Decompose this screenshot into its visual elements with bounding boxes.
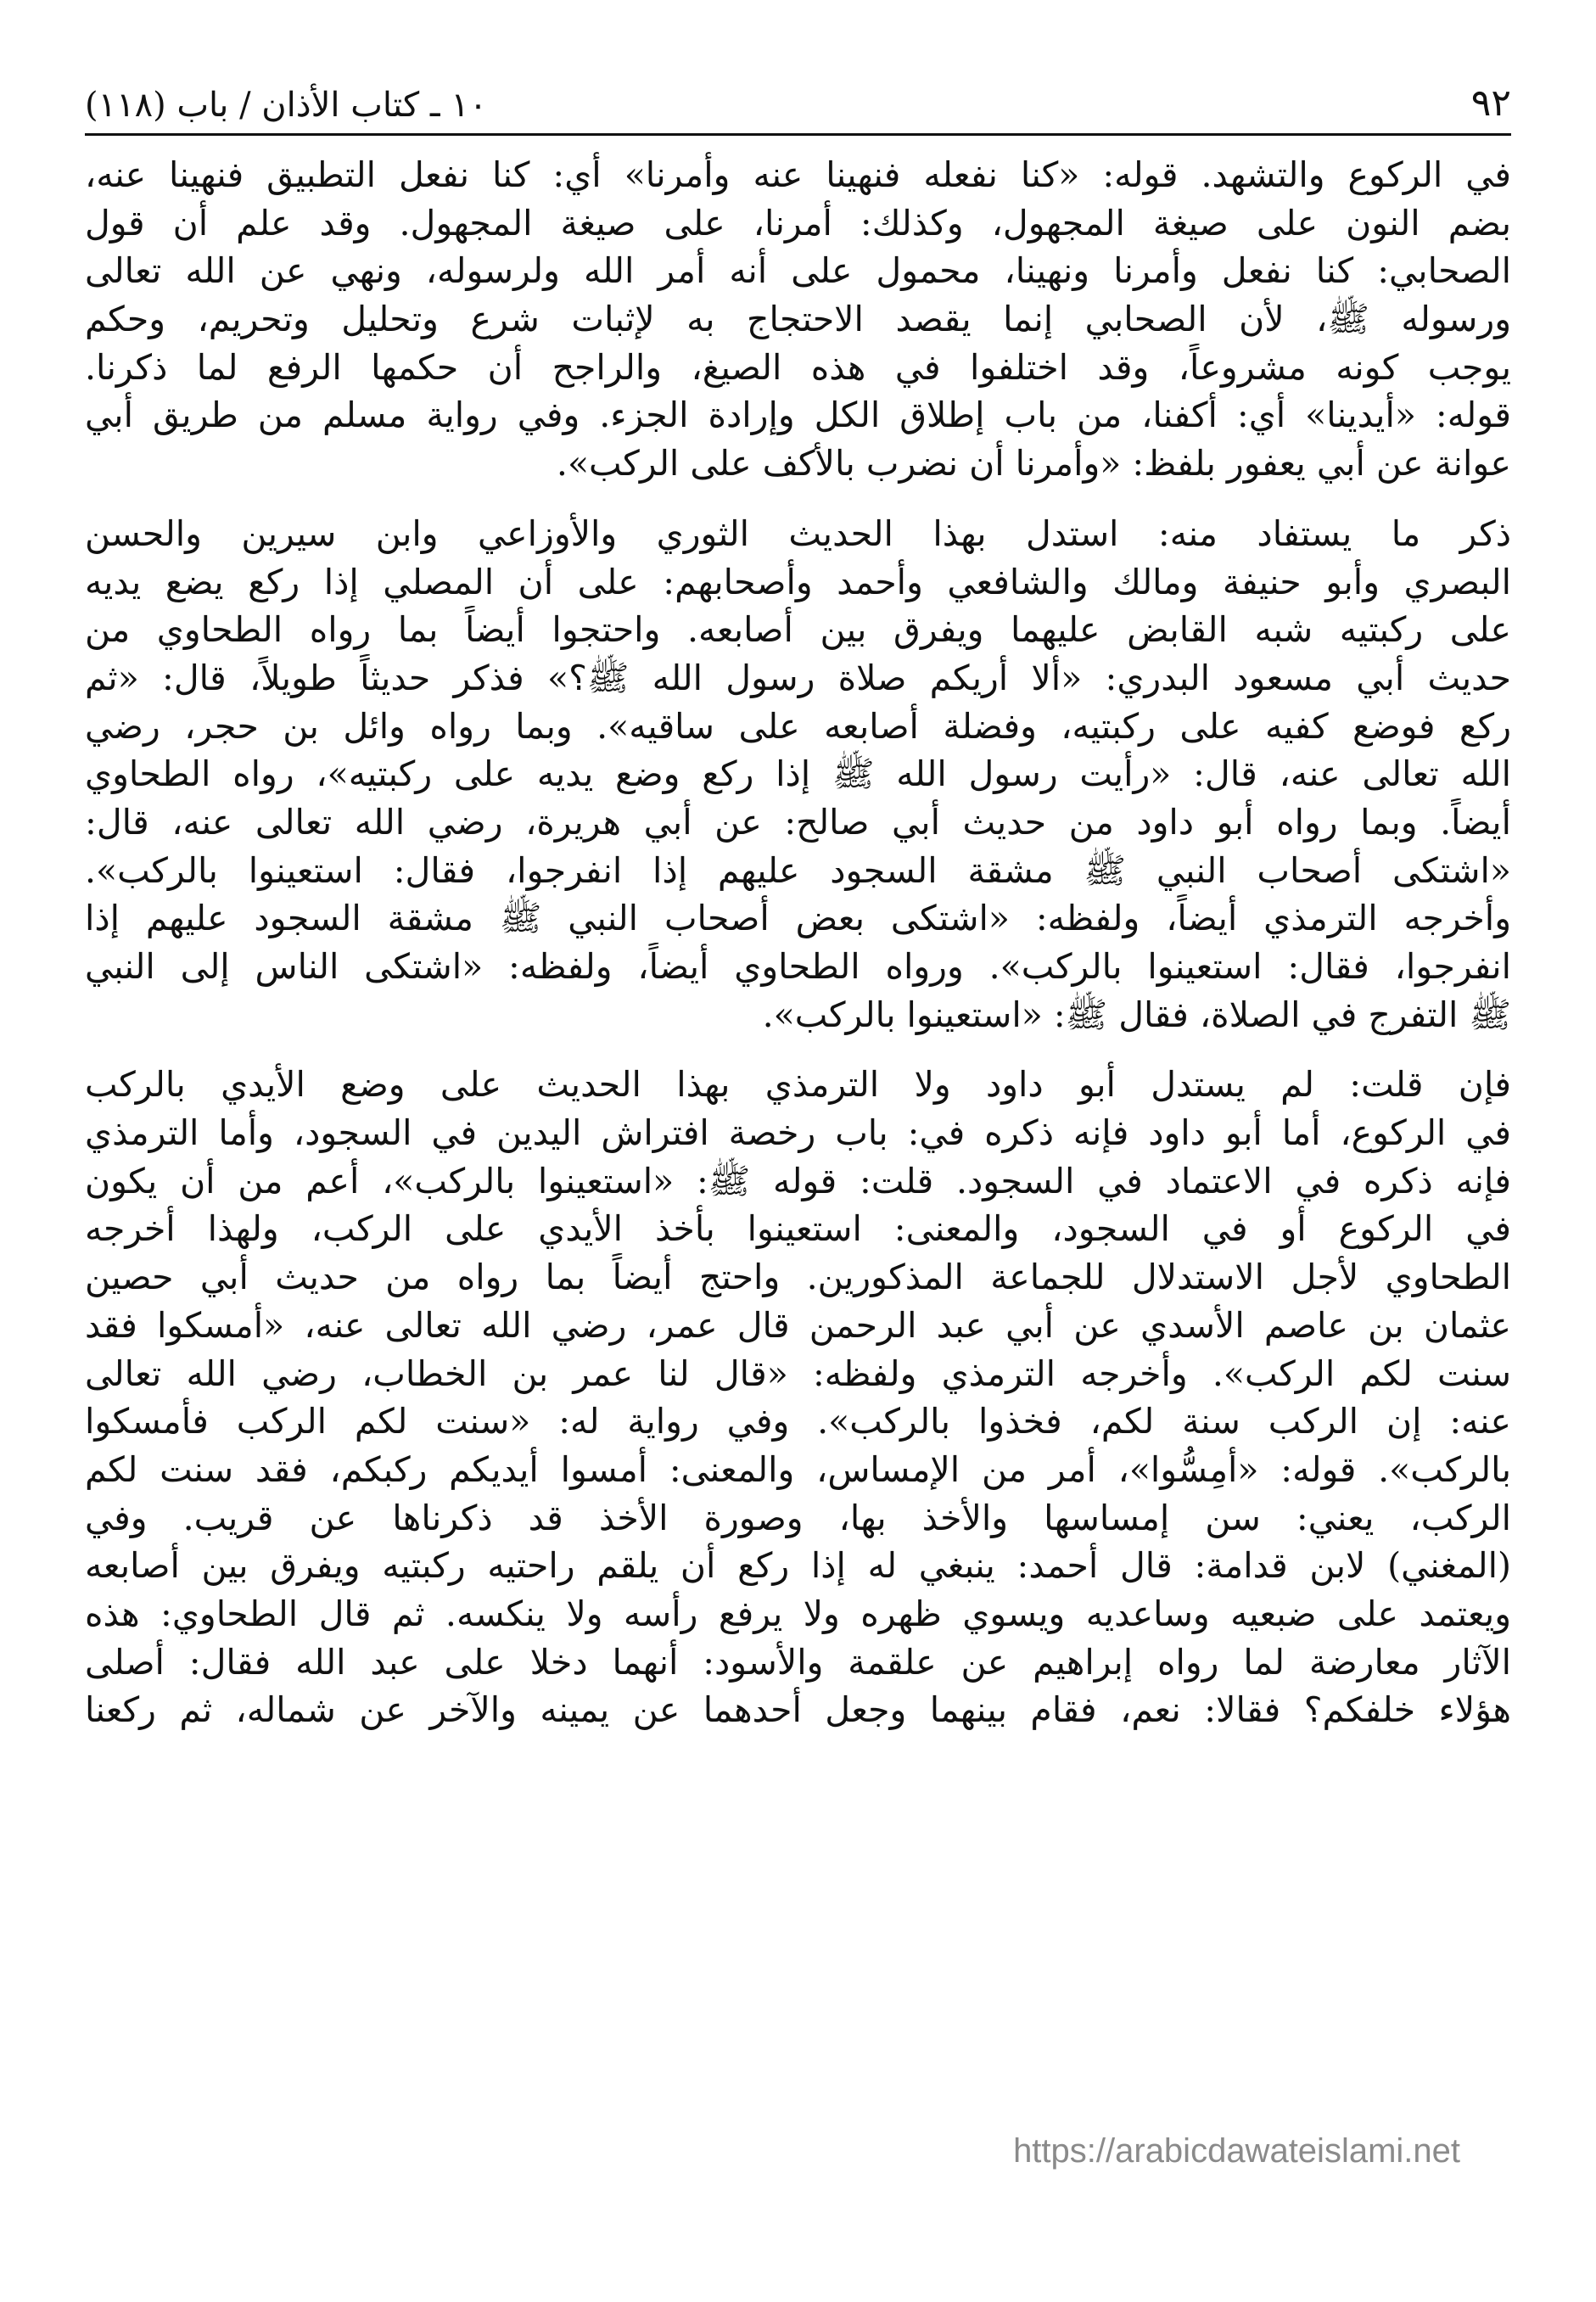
text-line: بضم النون على صيغة المجهول، وكذلك: أمرنا، على صيغة المجهول. وقد علم أن قول — [85, 202, 1511, 244]
paragraph-spacer — [85, 488, 1511, 510]
text-line: الصحابي: كنا نفعل وأمرنا ونهينا، محمول على أنه أمر الله ولرسوله، ونهي عن الله تعالى — [85, 250, 1511, 292]
text-line: ورسوله ﷺ، لأن الصحابي إنما يقصد الاحتجاج به لإثبات شرع وتحليل وتحريم، وحكم — [85, 299, 1511, 340]
text-line: الطحاوي لأجل الاستدلال للجماعة المذكورين. واحتج أيضاً بما رواه من حديث أبي حصين — [85, 1257, 1511, 1298]
text-line: على ركبتيه شبه القابض عليهما ويفرق بين أصابعه. واحتجوا أيضاً بما رواه الطحاوي من — [85, 609, 1511, 651]
text-line: حديث أبي مسعود البدري: «ألا أريكم صلاة رسول الله ﷺ؟» فذكر حديثاً طويلاً، قال: «ثم — [85, 657, 1511, 698]
text-line: سنت لكم الركب». وأخرجه الترمذي ولفظه: «قال لنا عمر بن الخطاب، رضي الله تعالى — [85, 1353, 1511, 1394]
text-line: الآثار معارضة لما رواه إبراهيم عن علقمة والأسود: أنهما دخلا على عبد الله فقال: أصلى — [85, 1641, 1511, 1683]
paragraph-2 — [85, 510, 1511, 1039]
text-line: ركع فوضع كفيه على ركبتيه، وفضلة أصابعه على ساقيه». وبما رواه وائل بن حجر، رضي — [85, 705, 1511, 747]
text-line: ﷺ التفرج في الصلاة، فقال ﷺ: «استعينوا بالركب». — [762, 994, 1511, 1035]
text-line: عنه: إن الركب سنة لكم، فخذوا بالركب». وفي رواية له: «سنت لكم الركب فأمسكوا — [85, 1401, 1511, 1442]
text-line: في الركوع أو في السجود، والمعنى: استعينوا بأخذ الأيدي على الركب، ولهذا أخرجه — [85, 1208, 1511, 1250]
page-number: ٩٢ — [1470, 81, 1511, 125]
text-line: ذكر ما يستفاد منه: استدل بهذا الحديث الثوري والأوزاعي وابن سيرين والحسن — [85, 512, 1511, 554]
paragraph-1 — [85, 151, 1511, 488]
text-line: فإن قلت: لم يستدل أبو داود ولا الترمذي بهذا الحديث على وضع الأيدي بالركب — [85, 1064, 1511, 1106]
text-line: الله تعالى عنه، قال: «رأيت رسول الله ﷺ إذا ركع وضع يديه على ركبتيه»، رواه الطحاوي — [85, 753, 1511, 795]
watermark-url: https://arabicdawateislami.net — [1013, 2132, 1460, 2170]
text-line: هؤلاء خلفكم؟ فقالا: نعم، فقام بينهما وجعل أحدهما عن يمينه والآخر عن شماله، ثم ركعنا — [85, 1689, 1511, 1731]
running-title: ١٠ ـ كتاب الأذان / باب (١١٨) — [85, 86, 488, 125]
text-line: البصري وأبو حنيفة ومالك والشافعي وأحمد وأصحابهم: على أن المصلي إذا ركع يضع يديه — [85, 561, 1511, 602]
text-line: فإنه ذكره في الاعتماد في السجود. قلت: قوله ﷺ: «استعينوا بالركب»، أعم من أن يكون — [85, 1160, 1511, 1201]
text-line: أيضاً. وبما رواه أبو داود من حديث أبي صالح: عن أبي هريرة، رضي الله تعالى عنه، قال: — [85, 801, 1511, 843]
text-line: ويعتمد على ضبعيه وساعديه ويسوي ظهره ولا يرفع رأسه ولا ينكسه. ثم قال الطحاوي: هذه — [85, 1593, 1511, 1634]
text-line: عثمان بن عاصم الأسدي عن أبي عبد الرحمن قال عمر، رضي الله تعالى عنه، «أمسكوا فقد — [85, 1304, 1511, 1346]
page-body — [85, 151, 1511, 1734]
text-line: عوانة عن أبي يعفور بلفظ: «وأمرنا أن نضرب بالأكف على الركب». — [556, 443, 1511, 484]
text-line: في الركوع، أما أبو داود فإنه ذكره في: باب رخصة افتراش اليدين في السجود، وأما الترمذي — [85, 1112, 1511, 1154]
paragraph-spacer — [85, 1039, 1511, 1061]
text-line: قوله: «أيدينا» أي: أكفنا، من باب إطلاق الكل وإرادة الجزء. وفي رواية مسلم من طريق أبي — [85, 395, 1511, 436]
text-line: (المغني) لابن قدامة: قال أحمد: ينبغي له إذا ركع أن يلقم راحتيه ركبتيه ويفرق بين أصابعه — [85, 1545, 1511, 1587]
text-line: انفرجوا، فقال: استعينوا بالركب». ورواه الطحاوي أيضاً، ولفظه: «اشتكى الناس إلى النبي — [85, 946, 1511, 987]
text-line: بالركب». قوله: «أمِسُّوا»، أمر من الإمساس، والمعنى: أمسوا أيديكم ركبكم، فقد سنت لكم — [85, 1448, 1511, 1490]
text-line: الركب، يعني: سن إمساسها والأخذ بها، وصورة الأخذ قد ذكرناها عن قريب. وفي — [85, 1497, 1511, 1538]
text-line: «اشتكى أصحاب النبي ﷺ مشقة السجود عليهم إذا انفرجوا، فقال: استعينوا بالركب». — [85, 849, 1511, 891]
text-line: في الركوع والتشهد. قوله: «كنا نفعله فنهينا عنه وأمرنا» أي: كنا نفعل التطبيق فنهينا عنه، — [85, 154, 1511, 195]
page-header — [85, 76, 1511, 136]
text-line: وأخرجه الترمذي أيضاً، ولفظه: «اشتكى بعض أصحاب النبي ﷺ مشقة السجود عليهم إذا — [85, 898, 1511, 939]
text-line: يوجب كونه مشروعاً، وقد اختلفوا في هذه الصيغ، والراجح أن حكمها الرفع لما ذكرنا. — [85, 346, 1511, 388]
paragraph-3 — [85, 1061, 1511, 1734]
